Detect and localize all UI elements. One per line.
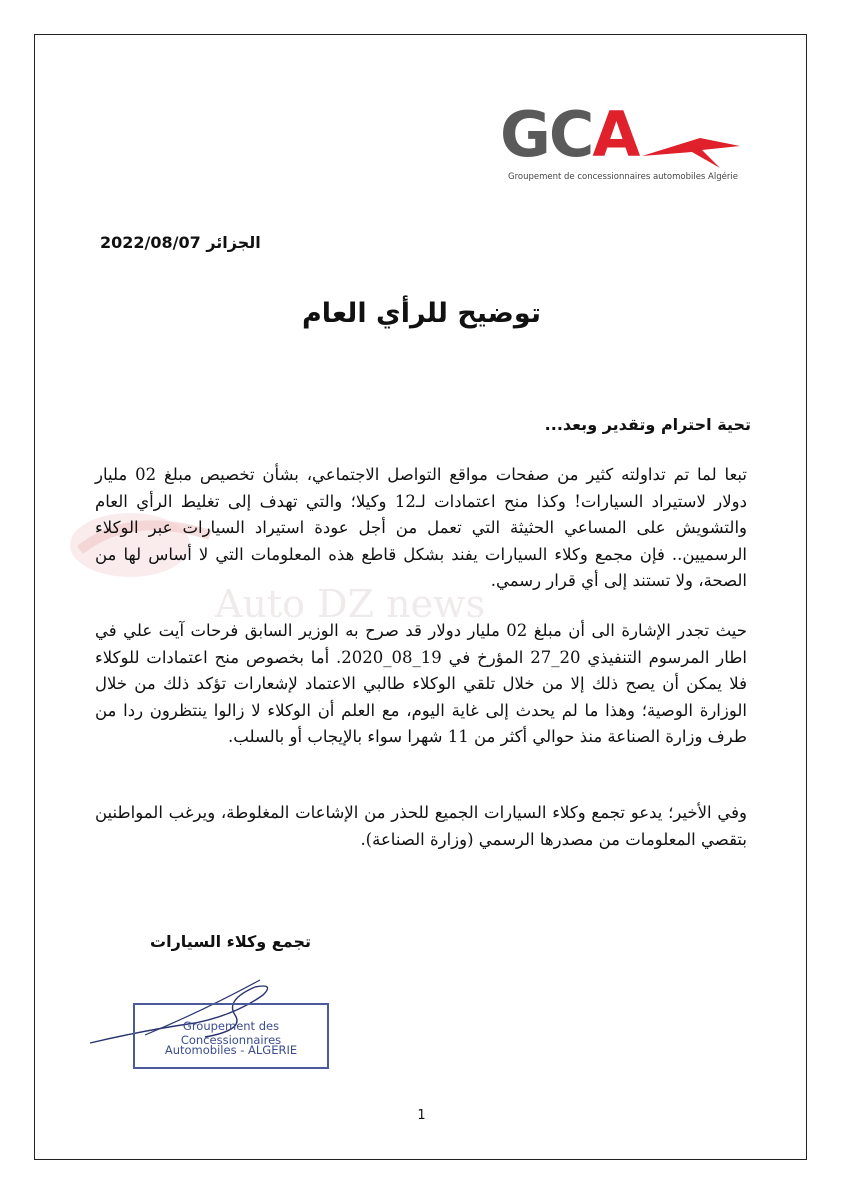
page-number: 1 [417,1108,426,1123]
company-stamp [133,1003,329,1069]
signature-label: تجمع وكلاء السيارات [150,932,311,951]
stamp-line-1: Groupement des Concessionnaires [180,1019,282,1047]
paragraph-2: حيث تجدر الإشارة الى أن مبلغ 02 مليار دولار قد صرح به الوزير السابق فرحات آيت علي في اطار المرسوم التنفيذي 20_27 المؤرخ في 19_08_2020. أما بخصوص منح اعتمادات للوكلاء فلا يمكن أن يصح ذلك إلا من خلال تلقي الوكلاء طالبي الاعتماد لإشعارات تؤكد ذلك من خلال الوزارة الوصية؛ وهذا ما لم يحدث إلى غاية اليوم، مع العلم أن الوكلاء لا زالوا ينتظرون ردا من طرف وزارة الصناعة منذ حوالي أكثر من 11 شهرا سواء بالإيجاب أو بالسلب. [95,621,747,746]
logo-arrow-icon [640,112,740,172]
watermark-text: Auto DZ news [215,582,486,626]
document-date: الجزائر 2022/08/07 [100,233,261,252]
document-title: توضيح للرأي العام [302,298,541,329]
logo-subtitle: Groupement de concessionnaires automobiles Algérie [508,172,738,182]
greeting: تحية احترام وتقدير وبعد... [544,415,751,434]
paragraph-1: تبعا لما تم تداولته كثير من صفحات مواقع التواصل الاجتماعي، بشأن تخصيص مبلغ 02 مليار دولار لاستيراد السيارات! وكذا منح اعتمادات لـ12 وكيلا؛ والتي تهدف إلى تغليط الرأي العام والتشويش على المساعي الحثيثة التي تعمل من أجل عودة استيراد السيارات عبر الوكلاء الرسميين.. فإن مجمع وكلاء السيارات يفند بشكل قاطع هذه المعلومات التي لا أساس لها من الصحة، ولا تستند إلى أي قرار رسمي. [95,465,747,590]
paragraph-3: وفي الأخير؛ يدعو تجمع وكلاء السيارات الجميع للحذر من الإشاعات المغلوطة، ويرغب المواطنين بتقصي المعلومات من مصدرها الرسمي (وزارة الصناعة). [95,803,747,849]
stamp-line-2: Automobiles - ALGERIE [164,1043,298,1057]
logo-wordmark: GCA [500,98,639,171]
gca-logo [500,100,745,190]
